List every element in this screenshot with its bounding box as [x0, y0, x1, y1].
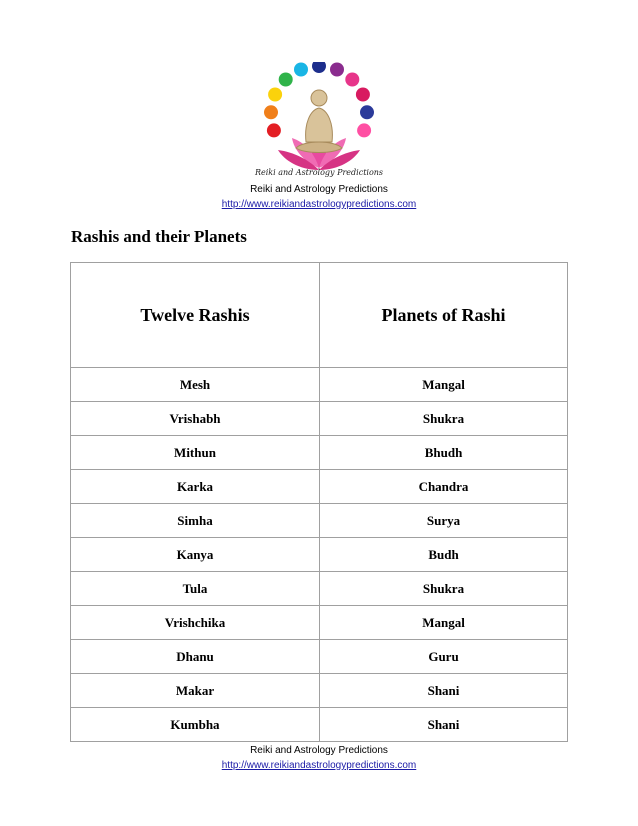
planet-cell: Shani [320, 708, 568, 742]
planet-cell: Mangal [320, 606, 568, 640]
chakra-dot-icon [294, 63, 308, 77]
table-row [71, 708, 568, 742]
planet-cell: Shani [320, 674, 568, 708]
rashi-cell: Karka [71, 470, 320, 504]
planet-cell: Surya [320, 504, 568, 538]
chakra-dot-icon [356, 88, 370, 102]
rashi-cell: Mesh [71, 368, 320, 402]
planet-cell: Bhudh [320, 436, 568, 470]
planet-cell: Mangal [320, 368, 568, 402]
document-heading: Rashis and their Planets [71, 227, 247, 246]
footer-title: Reiki and Astrology Predictions [250, 745, 388, 756]
table-row [71, 606, 568, 640]
chakra-dot-icon [330, 63, 344, 77]
planet-cell: Guru [320, 640, 568, 674]
chakra-dot-icon [264, 105, 278, 119]
table-row [71, 640, 568, 674]
chakra-dot-icon [312, 62, 326, 73]
table-row [71, 504, 568, 538]
planet-cell: Chandra [320, 470, 568, 504]
table-row [71, 538, 568, 572]
table-row [71, 402, 568, 436]
rashi-cell: Kumbha [71, 708, 320, 742]
table-row [71, 368, 568, 402]
rashi-cell: Kanya [71, 538, 320, 572]
rashi-cell: Dhanu [71, 640, 320, 674]
chakra-dot-icon [345, 73, 359, 87]
footer-url-link[interactable]: http://www.reikiandastrologypredictions.com [221, 760, 417, 771]
table-row [71, 572, 568, 606]
rashi-cell: Vrishchika [71, 606, 320, 640]
planet-cell: Budh [320, 538, 568, 572]
chakra-dot-icon [268, 88, 282, 102]
chakra-dot-icon [360, 105, 374, 119]
rashi-planet-table [70, 262, 568, 742]
logo-script-text: Reiki and Astrology Predictions [254, 168, 384, 177]
meditating-figure-icon [296, 90, 342, 153]
rashi-cell: Simha [71, 504, 320, 538]
rashi-cell: Tula [71, 572, 320, 606]
rashi-cell: Vrishabh [71, 402, 320, 436]
table-row [71, 470, 568, 504]
rashi-cell: Makar [71, 674, 320, 708]
chakra-dot-icon [267, 123, 281, 137]
rashi-cell: Mithun [71, 436, 320, 470]
planet-cell: Shukra [320, 572, 568, 606]
column-header-rashis: Twelve Rashis [71, 263, 320, 368]
chakra-dot-icon [357, 123, 371, 137]
header-title: Reiki and Astrology Predictions [250, 184, 388, 195]
header-url-link[interactable]: http://www.reikiandastrologypredictions.com [221, 199, 417, 210]
table-row [71, 674, 568, 708]
table-row [71, 436, 568, 470]
table-header-row [71, 263, 568, 368]
column-header-planets: Planets of Rashi [320, 263, 568, 368]
planet-cell: Shukra [320, 402, 568, 436]
chakra-dot-icon [279, 73, 293, 87]
